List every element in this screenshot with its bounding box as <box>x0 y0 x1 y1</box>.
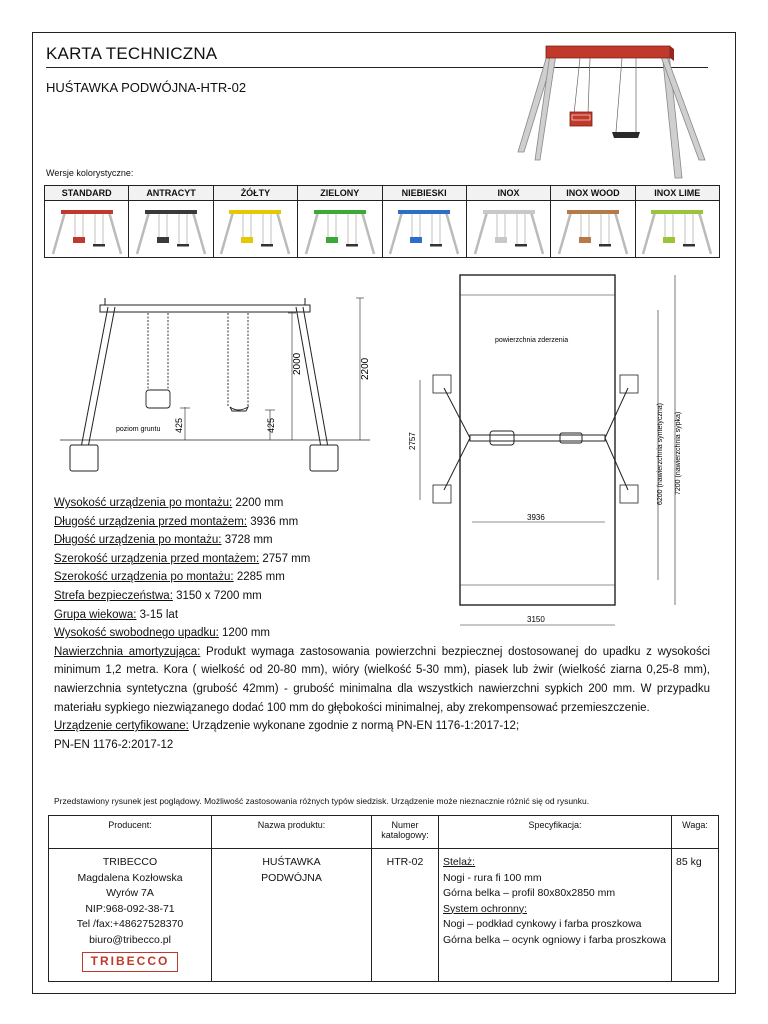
dim-total-height: 2200 <box>360 357 371 380</box>
header-product: Nazwa produktu: <box>212 816 372 849</box>
spec-value: 2757 mm <box>259 552 311 565</box>
spec-row <box>54 550 710 569</box>
variant-swing-icon <box>215 206 295 256</box>
variant-thumbnail <box>635 201 719 258</box>
spec-row <box>54 624 710 643</box>
spec-label: Grupa wiekowa: <box>54 608 137 621</box>
spec-label: Długość urządzenia po montażu: <box>54 534 222 547</box>
spec-label: Szerokość urządzenia przed montażem: <box>54 552 260 565</box>
dim-loose-length: 7200 (nawierzchnia sypka) <box>675 411 682 495</box>
surface-text: Produkt wymaga zastosowania powierzchni bezpiecznej dostosowanej do upadku z wysokości minimum 1,2 metra. Kora ( wielkość od 20-80 mm), wióry (wielkość 5-30 mm), piasek lub żwir (wielkość ziarna 0,25-8 mm), nawierzchnia syntetyczna (grubość 42mm) - grubość minimalna dla wszystkich nawierzchni sypkich 200 mm. W przypadku materiału sypkiego niezwiązanego dodać 100 mm do głębokości minimalnej, aby zrekompensować przemieszczenie. <box>54 645 710 714</box>
dim-seat-height-2: 425 <box>266 417 276 433</box>
variant-swing-icon <box>637 206 717 256</box>
header-weight: Waga: <box>672 816 719 849</box>
variant-swing-icon <box>131 206 211 256</box>
variant-name: ŻÓŁTY <box>213 186 297 201</box>
header-producer: Producent: <box>49 816 212 849</box>
variant-thumbnail <box>298 201 382 258</box>
spec-value: 3728 mm <box>221 534 273 547</box>
weight-cell: 85 kg <box>672 849 719 982</box>
spec-label: Wysokość swobodnego upadku: <box>54 627 219 640</box>
certification-label: Urządzenie certyfikowane: <box>54 720 189 733</box>
front-view-drawing <box>60 295 380 475</box>
variant-name: INOX WOOD <box>551 186 635 201</box>
impact-area-label: powierzchnia zderzenia <box>495 337 569 344</box>
producer-email[interactable]: biuro@tribecco.pl <box>89 933 171 946</box>
spec-label: Długość urządzenia przed montażem: <box>54 515 248 528</box>
specifications-block <box>54 494 710 754</box>
product-name-line1: HUŚTAWKA <box>262 856 321 868</box>
spec-value: 3150 x 7200 mm <box>172 589 262 602</box>
producer-street: Wyrów 7A <box>106 887 154 899</box>
certification-row <box>54 717 710 736</box>
swing-render-image <box>510 40 715 180</box>
spec-row <box>54 531 710 550</box>
spec-value: 1200 mm <box>218 627 270 640</box>
color-versions-label: Wersje kolorystyczne: <box>46 168 134 178</box>
variant-swing-icon <box>300 206 380 256</box>
header-spec: Specyfikacja: <box>439 816 672 849</box>
spec-value: 2285 mm <box>233 571 285 584</box>
producer-phone: Tel /fax:+48627528370 <box>76 918 184 930</box>
catalog-cell: HTR-02 <box>372 849 439 982</box>
variant-name: STANDARD <box>45 186 129 201</box>
tribecco-logo: TRIBECCO <box>82 952 179 972</box>
protection-title: System ochronny: <box>443 902 528 915</box>
product-info-table <box>48 815 719 982</box>
variant-thumbnail <box>466 201 550 258</box>
spec-value: 2200 mm <box>232 497 284 509</box>
product-name-line2: PODWÓJNA <box>261 871 322 884</box>
dim-beam-height: 2000 <box>292 352 303 375</box>
producer-nip: NIP:968-092-38-71 <box>85 902 175 915</box>
spec-row <box>54 568 710 587</box>
variant-name: NIEBIESKI <box>382 186 466 201</box>
variant-swing-icon <box>553 206 633 256</box>
dim-seat-height-1: 425 <box>174 417 184 433</box>
spec-row <box>54 587 710 606</box>
dim-length: 3936 <box>527 513 545 522</box>
spec-cell <box>439 849 672 982</box>
variant-thumbnail <box>213 201 297 258</box>
header-catalog: Numer katalogowy: <box>372 816 439 849</box>
protection-legs: Nogi – podkład cynkowy i farba proszkowa <box>443 918 642 930</box>
surface-paragraph <box>54 643 710 717</box>
variant-swing-icon <box>47 206 127 256</box>
spec-label: Wysokość urządzenia po montażu: <box>54 497 233 509</box>
frame-beam: Górna belka – profil 80x80x2850 mm <box>443 887 616 899</box>
producer-person: Magdalena Kozłowska <box>77 871 183 884</box>
variant-swing-icon <box>384 206 464 256</box>
certification-row-2: PN-EN 1176-2:2017-12 <box>54 738 174 751</box>
variant-name: INOX LIME <box>635 186 719 201</box>
producer-name: TRIBECCO <box>102 856 158 868</box>
variant-swing-icon <box>469 206 549 256</box>
spec-row <box>54 494 710 513</box>
spec-label: Strefa bezpieczeństwa: <box>54 589 173 602</box>
page-title: KARTA TECHNICZNA <box>46 44 218 63</box>
spec-row <box>54 606 710 625</box>
spec-value: 3-15 lat <box>136 608 179 621</box>
product-cell <box>212 849 372 982</box>
variant-name: ZIELONY <box>298 186 382 201</box>
variant-thumbnail <box>45 201 129 258</box>
variant-name: INOX <box>466 186 550 201</box>
dim-safety-width: 3150 <box>527 615 545 624</box>
frame-title: Stelaż: <box>443 856 476 868</box>
product-subtitle: HUŚTAWKA PODWÓJNA-HTR-02 <box>46 80 247 95</box>
producer-cell <box>49 849 212 982</box>
frame-legs: Nogi - rura fi 100 mm <box>443 871 542 884</box>
spec-label: Szerokość urządzenia po montażu: <box>54 571 234 584</box>
dim-width: 2757 <box>408 432 417 450</box>
dim-synthetic-length: 6200 (nawierzchnia syntetyczna) <box>657 403 664 505</box>
drawing-note: Przedstawiony rysunek jest poglądowy. Możliwość zastosowania różnych typów siedzisk. Urządzenie może nieznacznie różnić się od rysunku. <box>54 796 590 806</box>
spec-row <box>54 513 710 532</box>
protection-beam: Górna belka – ocynk ogniowy i farba proszkowa <box>443 933 666 946</box>
variant-thumbnail <box>382 201 466 258</box>
spec-value: 3936 mm <box>247 515 299 528</box>
surface-label: Nawierzchnia amortyzująca: <box>54 645 201 658</box>
ground-level-label: poziom gruntu <box>116 426 161 433</box>
variant-name: ANTRACYT <box>129 186 213 201</box>
variant-thumbnail <box>129 201 213 258</box>
color-variants-table <box>44 185 720 258</box>
variant-thumbnail <box>551 201 635 258</box>
certification-text: Urządzenie wykonane zgodnie z normą PN-EN 1176-1:2017-12; <box>188 720 520 733</box>
